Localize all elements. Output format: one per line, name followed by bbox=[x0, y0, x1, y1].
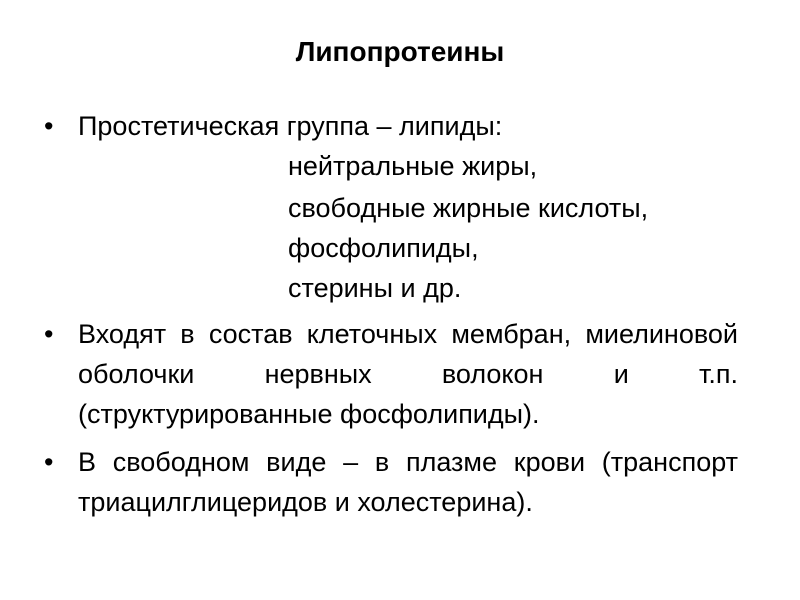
bullet-text: В свободном виде – в плазме крови (транспорт триацилглицеридов и холестерина). bbox=[78, 447, 738, 517]
bullet-item-prosthetic-group bbox=[44, 106, 738, 146]
slide-title: Липопротеины bbox=[295, 36, 505, 67]
lipid-type-neutral-fats: нейтральные жиры, bbox=[288, 151, 538, 181]
lipid-type-free-fatty-acids: свободные жирные кислоты, bbox=[288, 193, 649, 223]
bullet-icon: • bbox=[44, 111, 54, 141]
bullet-text: Простетическая группа – липиды: bbox=[78, 111, 503, 141]
bullet-item-membranes bbox=[44, 314, 738, 434]
bullet-icon: • bbox=[44, 319, 54, 349]
bullet-icon: • bbox=[44, 447, 54, 477]
lipid-type-sterols: стерины и др. bbox=[288, 273, 462, 303]
lipid-type-phospholipids: фосфолипиды, bbox=[288, 233, 479, 263]
bullet-item-plasma bbox=[44, 442, 738, 522]
bullet-text: Входят в состав клеточных мембран, миелиновой оболочки нервных волокон и т.п. (структурированные фосфолипиды). bbox=[78, 319, 738, 429]
